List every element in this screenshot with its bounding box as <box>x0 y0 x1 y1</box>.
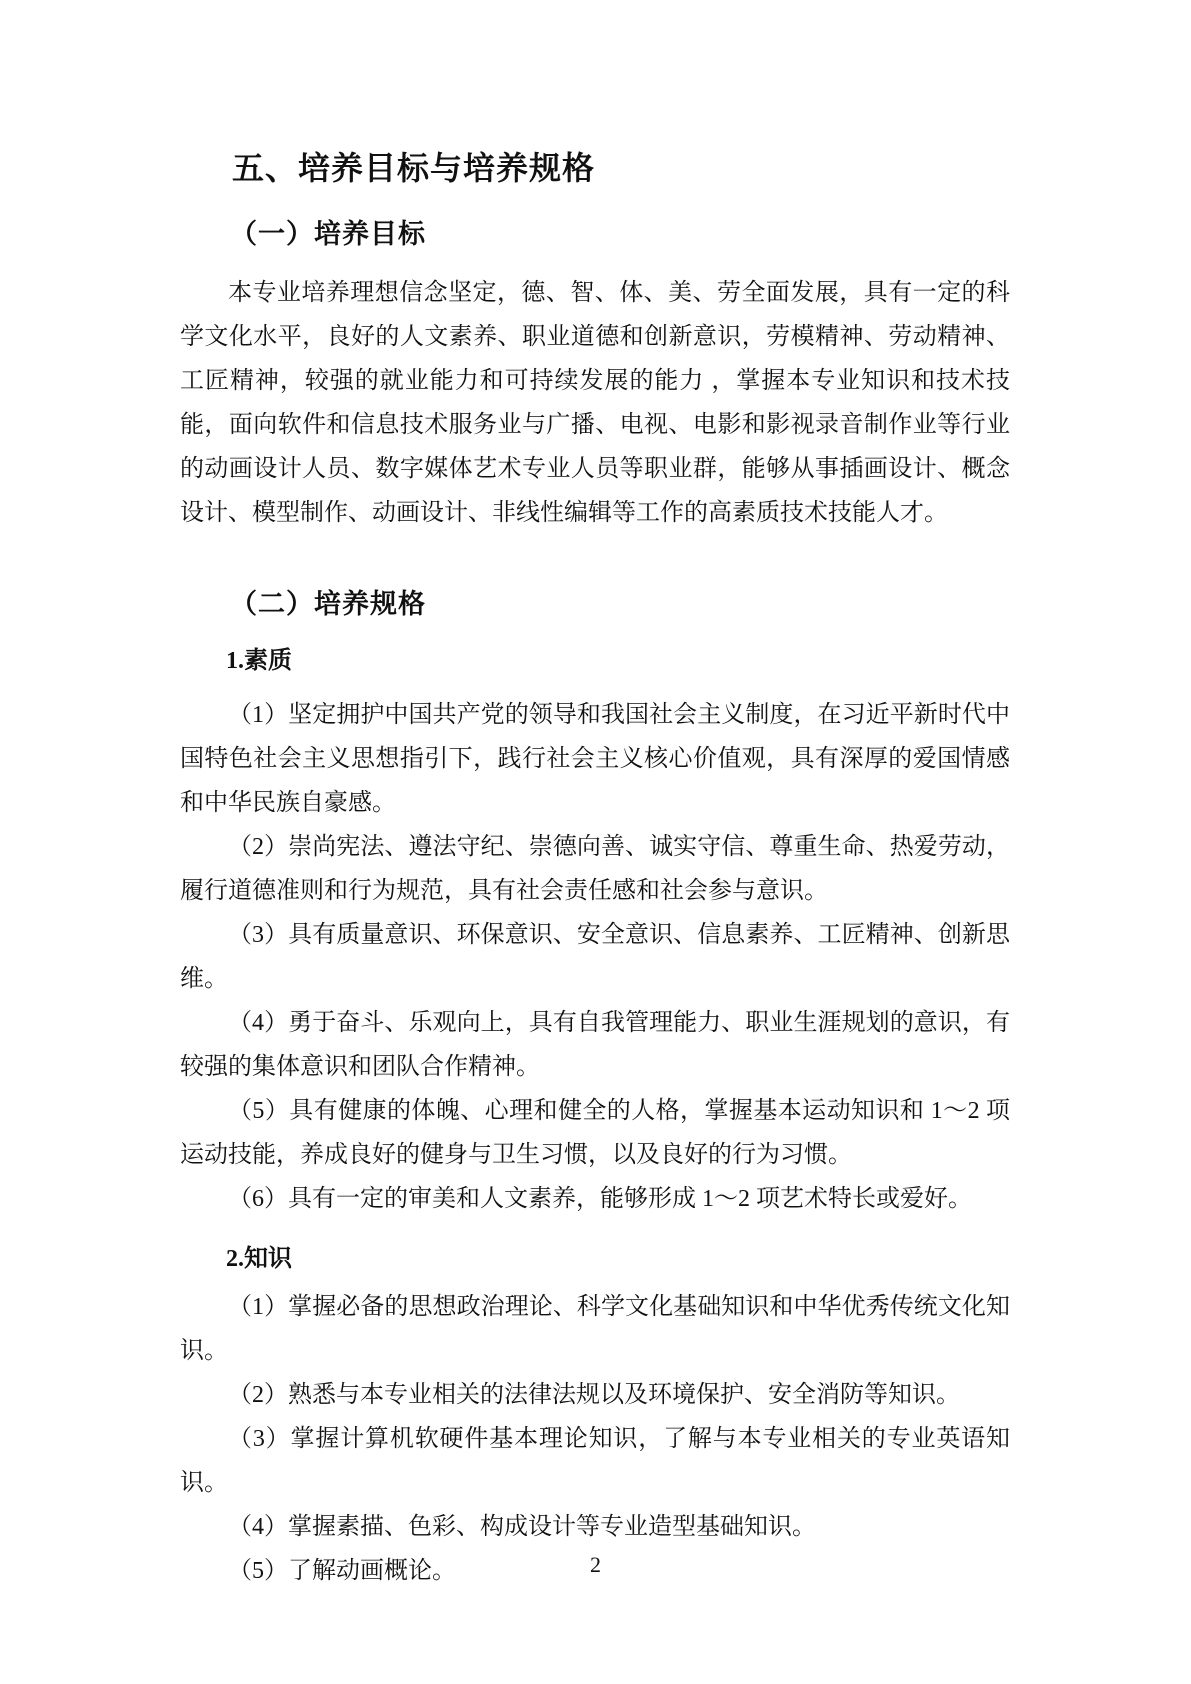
list-item: （4）掌握素描、色彩、构成设计等专业造型基础知识。 <box>228 1514 816 1540</box>
list-item: （2）熟悉与本专业相关的法律法规以及环境保护、安全消防等知识。 <box>228 1382 960 1408</box>
list-item: （5）具有健康的体魄、心理和健全的人格，掌握基本运动知识和 1～2 项运动技能，养成良好的健身与卫生习惯，以及良好的行为习惯。 <box>180 1098 1010 1168</box>
section-heading-training-specifications: （二）培养规格 <box>230 589 426 619</box>
chapter-title: 五、培养目标与培养规格 <box>232 150 596 186</box>
list-item: （3）具有质量意识、环保意识、安全意识、信息素养、工匠精神、创新思维。 <box>180 922 1010 992</box>
list-item: （1）坚定拥护中国共产党的领导和我国社会主义制度，在习近平新时代中国特色社会主义思想指引下，践行社会主义核心价值观，具有深厚的爱国情感和中华民族自豪感。 <box>180 702 1010 816</box>
list-item: （3）掌握计算机软硬件基本理论知识，了解与本专业相关的专业英语知识。 <box>180 1426 1010 1496</box>
subsection-label-quality: 1.素质 <box>226 648 292 674</box>
list-item: （5）了解动画概论。 <box>228 1558 456 1584</box>
list-item: （4）勇于奋斗、乐观向上，具有自我管理能力、职业生涯规划的意识，有较强的集体意识和团队合作精神。 <box>180 1010 1010 1080</box>
list-item: （6）具有一定的审美和人文素养，能够形成 1～2 项艺术特长或爱好。 <box>228 1186 972 1212</box>
subsection-label-knowledge: 2.知识 <box>226 1246 292 1272</box>
quality-item-list <box>180 693 1010 1221</box>
page-number: 2 <box>590 1552 601 1577</box>
section-heading-training-objectives: （一）培养目标 <box>230 219 426 249</box>
training-objectives-paragraph: 本专业培养理想信念坚定，德、智、体、美、劳全面发展，具有一定的科学文化水平，良好的人文素养、职业道德和创新意识，劳模精神、劳动精神、工匠精神，较强的就业能力和可持续发展的能力 ，掌握本专业知识和技术技能，面向软件和信息技术服务业与广播、电视、电影和影视录音制作业等行业的动画设计人员、数字媒体艺术专业人员等职业群，能够从事插画设计、概念设计、模型制作、动画设计、非线性编辑等工作的高素质技术技能人才。 <box>180 280 1010 526</box>
list-item: （2）崇尚宪法、遵法守纪、崇德向善、诚实守信、尊重生命、热爱劳动，履行道德准则和行为规范，具有社会责任感和社会参与意识。 <box>180 834 1010 904</box>
list-item: （1）掌握必备的思想政治理论、科学文化基础知识和中华优秀传统文化知识。 <box>180 1294 1010 1364</box>
knowledge-item-list <box>180 1285 1010 1593</box>
